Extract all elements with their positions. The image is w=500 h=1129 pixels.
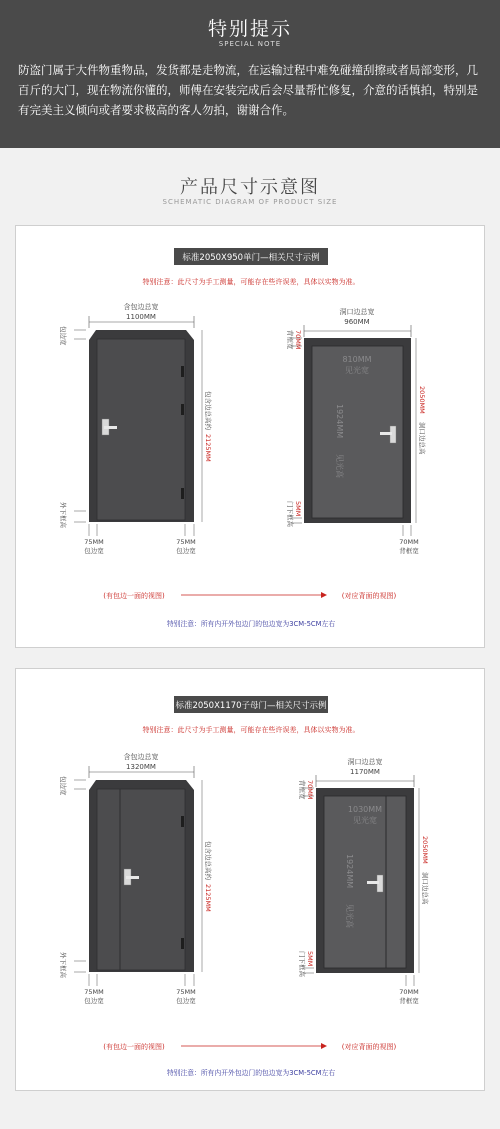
card-warning: 特别注意：此尺寸为手工测量，可能存在些许误差，具体以实物为准。 — [142, 278, 360, 286]
special-note-body: 防盗门属于大件物重物品，发货都是走物流，在运输过程中难免碰撞刮擦或者局部变形，几百斤的大门，现在物流你懂的，师傅在安装完成后会尽量帮忙修复，介意的话慎拍，特别是有完美主义倾向或者要求极高的客人勿拍，谢谢合作。 — [18, 63, 478, 117]
view-back-caption: (对应背面的视图) — [341, 592, 397, 600]
back-handle — [380, 432, 392, 435]
front-door-leaf — [97, 339, 185, 520]
back-width-title: 洞口边总宽 — [339, 308, 375, 316]
door-size-card-mother-son — [15, 668, 485, 1091]
back-handle — [367, 881, 379, 884]
view-back-caption: (对应背面的视图) — [341, 1043, 397, 1051]
card-heading: 标准2050X950单门—相关尺寸示例 — [182, 253, 320, 263]
front-width-value: 1320MM — [126, 763, 156, 771]
back-clear-width: 1030MM — [347, 805, 383, 814]
back-clear-height-label: 见光高 — [335, 454, 344, 478]
back-right-label: 背框宽 — [399, 997, 419, 1005]
back-clear-height-label: 见光高 — [345, 904, 354, 928]
card-warning: 特别注意：此尺寸为手工测量，可能存在些许误差，具体以实物为准。 — [142, 726, 360, 734]
section-subtitle: SCHEMATIC DIAGRAM OF PRODUCT SIZE — [162, 198, 338, 206]
view-arrow-icon — [321, 592, 327, 598]
front-left-label: 包边宽 — [84, 997, 104, 1005]
back-top-label: 背框宽 — [298, 780, 306, 800]
section-title: 产品尺寸示意图 — [180, 177, 320, 198]
front-width-title: 含包边总宽 — [123, 303, 159, 311]
door-size-card-single — [15, 225, 485, 648]
view-front-caption: (有包边一面的视图) — [103, 592, 165, 600]
front-door-leaf — [97, 789, 185, 970]
back-height-value: 2050MM — [418, 386, 426, 414]
special-note-title: 特别提示 — [207, 18, 292, 40]
back-right-value: 70MM — [399, 988, 419, 996]
front-top-label: 包边宽 — [59, 776, 67, 796]
front-right-label: 包边宽 — [176, 547, 196, 555]
front-view — [59, 302, 213, 555]
front-height-value: 2125MM — [204, 434, 212, 462]
front-handle — [104, 426, 117, 429]
front-top-label: 包边宽 — [59, 326, 67, 346]
view-front-caption: (有包边一面的视图) — [103, 1043, 165, 1051]
front-handle — [126, 876, 139, 879]
front-bottom-label: 外下框高 — [59, 502, 67, 528]
special-note-banner — [0, 0, 500, 148]
back-bottom-label: 门下框高 — [298, 951, 306, 977]
back-view — [286, 307, 427, 555]
back-right-label: 背框宽 — [399, 547, 419, 555]
back-height-label: 洞口边总高 — [421, 872, 429, 905]
back-width-title: 洞口边总宽 — [347, 758, 383, 766]
back-clear-width-label: 见光宽 — [345, 366, 369, 375]
back-view — [298, 757, 430, 1005]
front-height-label: 包含边总高约 — [204, 391, 212, 430]
back-width-value: 960MM — [344, 318, 370, 326]
card-note: 特别注意：所有内开外包边门的包边宽为3CM-5CM左右 — [166, 620, 336, 628]
front-right-value: 75MM — [176, 538, 196, 546]
front-left-value: 75MM — [84, 988, 104, 996]
card-note: 特别注意：所有内开外包边门的包边宽为3CM-5CM左右 — [166, 1069, 336, 1077]
front-right-value: 75MM — [176, 988, 196, 996]
mother-son-door-diagram — [16, 669, 486, 1092]
back-clear-width: 810MM — [342, 355, 372, 364]
card-heading: 标准2050X1170子母门—相关尺寸示例 — [175, 701, 327, 711]
back-clear-height: 1924MM — [335, 404, 344, 439]
special-note-subtitle: SPECIAL NOTE — [218, 40, 282, 48]
single-door-diagram — [16, 226, 486, 649]
back-bottom-label: 门下框高 — [286, 501, 294, 527]
front-height-value: 2125MM — [204, 884, 212, 912]
back-top-value: 70MM — [294, 330, 302, 350]
back-height-label: 洞口边总高 — [418, 422, 426, 455]
view-arrow-icon — [321, 1043, 327, 1049]
back-clear-width-label: 见光宽 — [353, 816, 377, 825]
back-right-value: 70MM — [399, 538, 419, 546]
back-bottom-value: 5MM — [294, 501, 302, 517]
back-top-label: 背框宽 — [286, 330, 294, 350]
front-left-value: 75MM — [84, 538, 104, 546]
back-top-value: 70MM — [306, 780, 314, 800]
front-bottom-label: 外下框高 — [59, 952, 67, 978]
front-left-label: 包边宽 — [84, 547, 104, 555]
back-clear-height: 1924MM — [345, 854, 354, 889]
back-bottom-value: 5MM — [306, 951, 314, 967]
back-width-value: 1170MM — [350, 768, 380, 776]
front-right-label: 包边宽 — [176, 997, 196, 1005]
front-height-label: 包含边总高约 — [204, 841, 212, 880]
front-view — [59, 752, 213, 1005]
back-height-value: 2050MM — [421, 836, 429, 864]
front-width-value: 1100MM — [126, 313, 156, 321]
front-width-title: 含包边总宽 — [123, 753, 159, 761]
